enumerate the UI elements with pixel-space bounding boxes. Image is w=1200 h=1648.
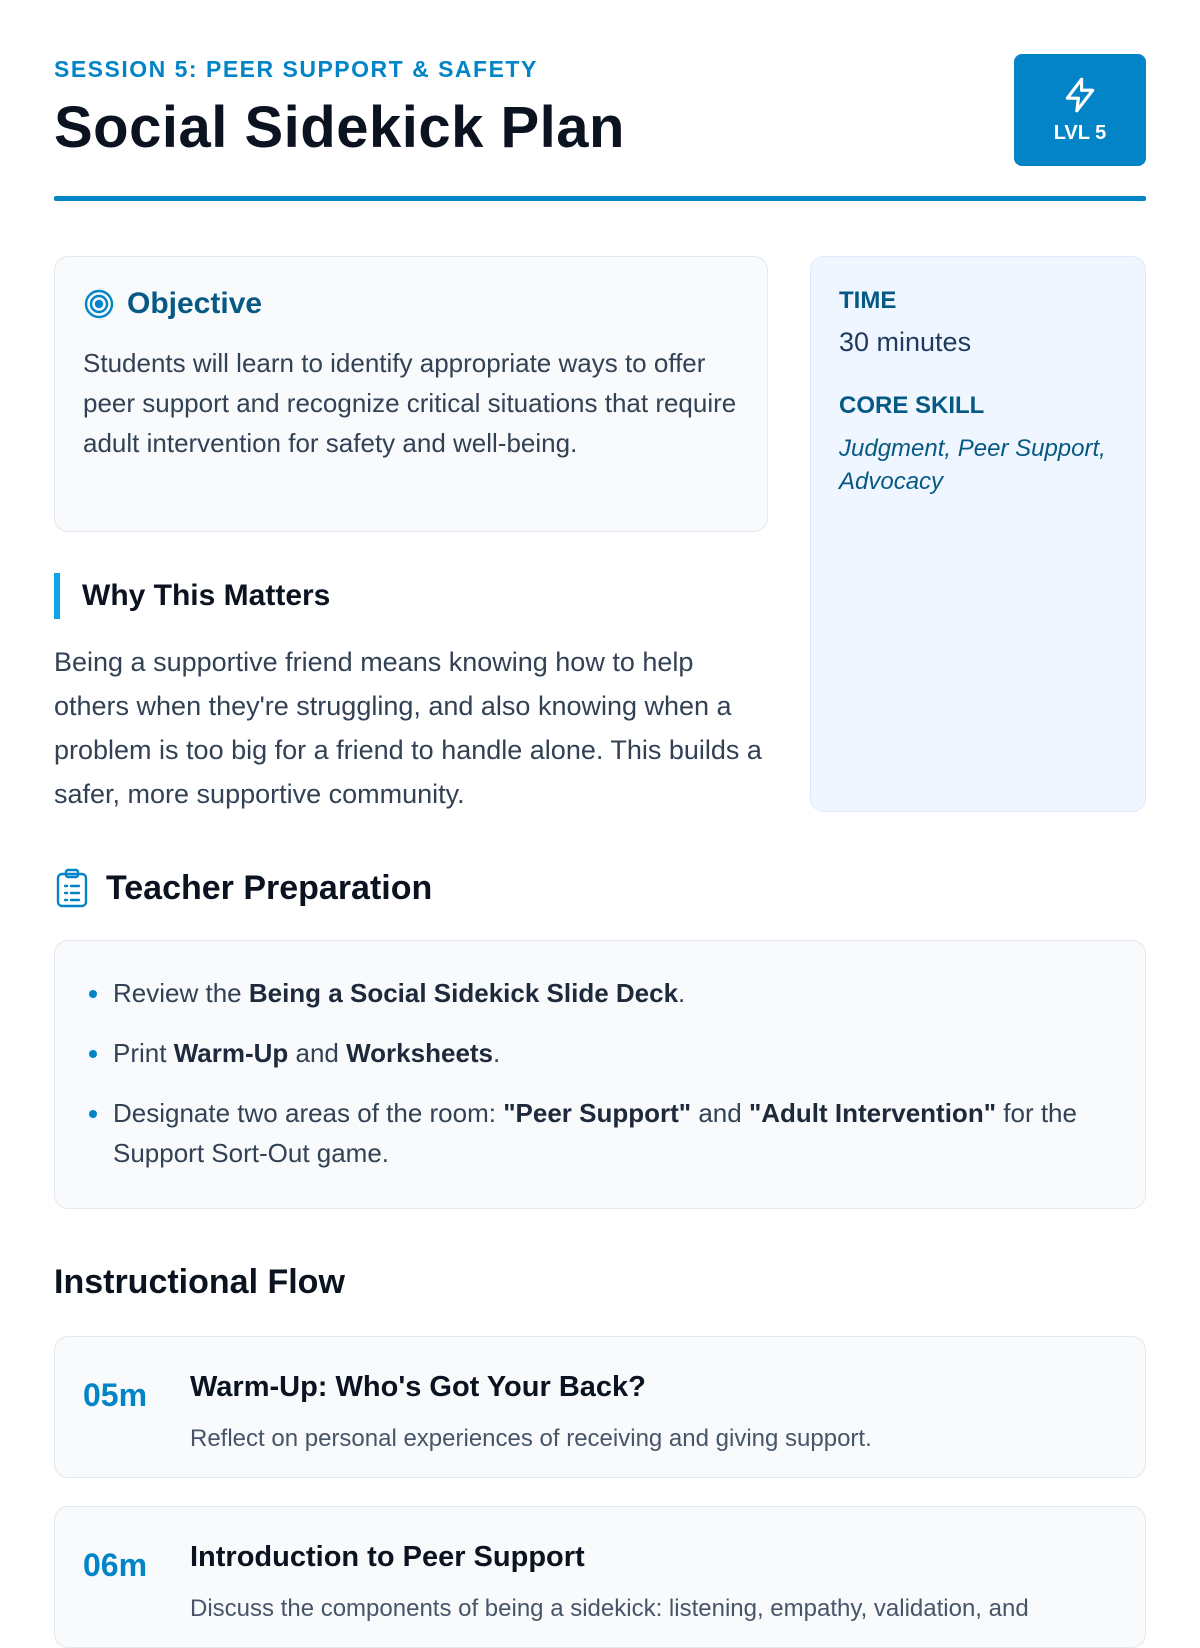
preparation-item xyxy=(89,973,1111,1013)
why-text: Being a supportive friend means knowing how to help others when they're struggling, and also knowing when a problem is too big for a friend to handle alone. This builds a safer, more supportive community. xyxy=(54,647,762,809)
preparation-card xyxy=(54,940,1146,1209)
preparation-item xyxy=(89,1033,1111,1073)
objective-title: Objective xyxy=(127,287,263,320)
clipboard-icon xyxy=(54,868,90,908)
why-heading xyxy=(54,573,330,619)
preparation-item-text: Print xyxy=(113,1038,174,1068)
flow-step xyxy=(54,1506,1146,1648)
core-skill-label: CORE SKILL xyxy=(839,392,985,419)
preparation-item-text: and xyxy=(691,1098,749,1128)
objective-card xyxy=(54,256,768,532)
preparation-item-emphasis: Being a Social Sidekick Slide Deck xyxy=(248,978,679,1008)
bullet-icon xyxy=(89,990,97,998)
preparation-title: Teacher Preparation xyxy=(106,868,433,907)
flow-step xyxy=(54,1336,1146,1478)
preparation-item-emphasis: Warm-Up xyxy=(173,1038,289,1068)
objective-text: Students will learn to identify appropriate ways to offer peer support and recognize critical situations that require adult intervention for safety and well-being. xyxy=(83,348,737,458)
flow-step-desc: Discuss the components of being a sidekick: listening, empathy, validation, and xyxy=(190,1595,1029,1622)
bullet-icon xyxy=(89,1050,97,1058)
why-title: Why This Matters xyxy=(82,579,331,612)
core-skill-value: Judgment, Peer Support, Advocacy xyxy=(839,435,1106,495)
flow-title: Instructional Flow xyxy=(54,1263,345,1301)
objective-heading xyxy=(83,287,739,321)
header-divider xyxy=(54,196,1146,201)
page-header xyxy=(54,54,1146,204)
flow-step-time: 05m xyxy=(83,1377,148,1413)
preparation-heading xyxy=(54,868,432,908)
session-eyebrow: SESSION 5: PEER SUPPORT & SAFETY xyxy=(54,56,538,82)
level-badge xyxy=(1014,54,1146,166)
flow-step-title: Introduction to Peer Support xyxy=(190,1541,585,1573)
preparation-item-emphasis: Worksheets xyxy=(346,1038,494,1068)
time-value: 30 minutes xyxy=(839,327,972,357)
preparation-item-text: . xyxy=(493,1038,501,1068)
lightning-icon xyxy=(1061,76,1099,114)
flow-step-title: Warm-Up: Who's Got Your Back? xyxy=(190,1371,646,1403)
preparation-item-emphasis: "Adult Intervention" xyxy=(748,1098,997,1128)
time-label: TIME xyxy=(839,287,897,314)
preparation-item-emphasis: "Peer Support" xyxy=(503,1098,692,1128)
preparation-item-text: and xyxy=(288,1038,347,1068)
session-meta-card xyxy=(810,256,1146,812)
bullet-icon xyxy=(89,1110,97,1118)
level-label: LVL 5 xyxy=(1053,121,1107,144)
preparation-item-text: Review the xyxy=(113,978,249,1008)
preparation-item xyxy=(89,1093,1111,1173)
target-icon xyxy=(83,288,115,320)
flow-step-desc: Reflect on personal experiences of receiving and giving support. xyxy=(190,1425,872,1452)
preparation-item-text: for the Support Sort-Out game. xyxy=(113,1098,1077,1168)
preparation-item-text: Designate two areas of the room: xyxy=(113,1098,504,1128)
preparation-list xyxy=(89,973,1111,1173)
page-title: Social Sidekick Plan xyxy=(54,95,625,160)
flow-step-time: 06m xyxy=(83,1547,148,1583)
preparation-item-text: . xyxy=(678,978,686,1008)
